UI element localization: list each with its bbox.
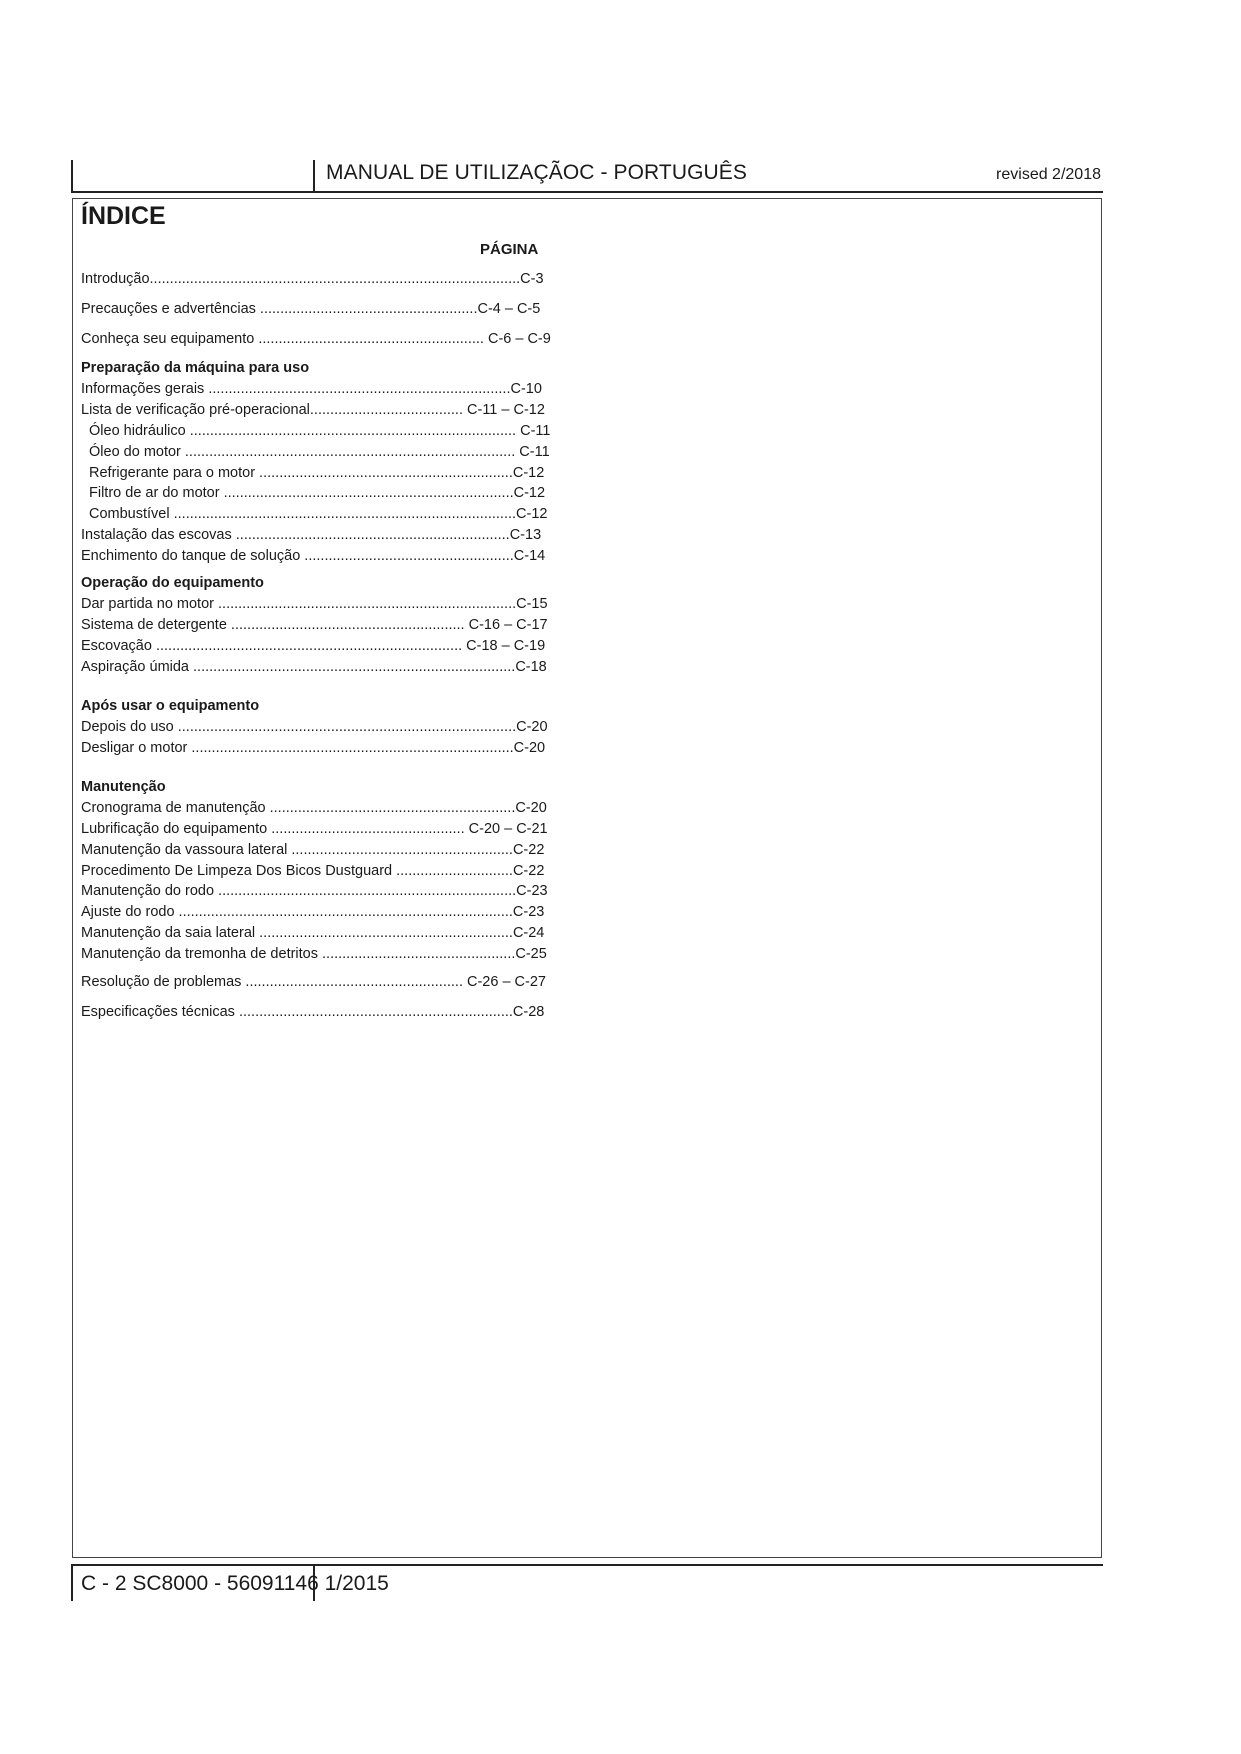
toc-entry-precaucoes[interactable]: Precauções e advertências ......................................................C-4 – C-5 <box>81 301 541 317</box>
toc-subentry[interactable]: Combustível .....................................................................................C-12 <box>89 506 548 522</box>
toc-entry[interactable]: Manutenção da tremonha de detritos ................................................C-25 <box>81 946 547 962</box>
toc-entry[interactable]: Enchimento do tanque de solução ....................................................C-14 <box>81 548 546 564</box>
toc-subentry[interactable]: Refrigerante para o motor ...............................................................C-12 <box>89 465 545 481</box>
toc-entry[interactable]: Escovação ............................................................................ C-18 – C-19 <box>81 638 546 654</box>
toc-entry[interactable]: Ajuste do rodo ...................................................................................C-23 <box>81 904 545 920</box>
header-rule <box>71 191 1103 193</box>
toc-entry-especificacoes[interactable]: Especificações técnicas ....................................................................C-28 <box>81 1004 545 1020</box>
toc-entry[interactable]: Depois do uso ....................................................................................C-20 <box>81 719 548 735</box>
toc-entry[interactable]: Sistema de detergente .......................................................... C-16 – C-17 <box>81 617 548 633</box>
toc-entry[interactable]: Cronograma de manutenção .............................................................C-20 <box>81 800 547 816</box>
section-heading-operacao: Operação do equipamento <box>81 575 264 591</box>
toc-entry-resolucao[interactable]: Resolução de problemas ...................................................... C-26 – C-27 <box>81 974 546 990</box>
header-divider <box>313 160 315 192</box>
toc-entry[interactable]: Dar partida no motor ..........................................................................C-15 <box>81 596 548 612</box>
footer-rule <box>71 1564 1103 1566</box>
toc-subentry[interactable]: Filtro de ar do motor ........................................................................C-12 <box>89 485 546 501</box>
page-title: ÍNDICE <box>81 202 166 230</box>
toc-entry[interactable]: Manutenção da saia lateral ...............................................................C-24 <box>81 925 545 941</box>
toc-entry[interactable]: Lista de verificação pré-operacional...................................... C-11 – C-12 <box>81 402 545 418</box>
header-left-rule <box>71 160 73 192</box>
toc-entry[interactable]: Manutenção da vassoura lateral .......................................................C-22 <box>81 842 545 858</box>
page-column-header: PÁGINA <box>480 241 539 258</box>
toc-entry[interactable]: Aspiração úmida ................................................................................C-18 <box>81 659 547 675</box>
revision-date: revised 2/2018 <box>996 166 1101 183</box>
toc-subentry[interactable]: Óleo do motor .................................................................................. C-11 <box>89 444 550 460</box>
toc-entry[interactable]: Procedimento De Limpeza Dos Bicos Dustguard .............................C-22 <box>81 863 545 879</box>
toc-entry[interactable]: Manutenção do rodo ..........................................................................C-23 <box>81 883 548 899</box>
toc-entry[interactable]: Desligar o motor ................................................................................C-20 <box>81 740 546 756</box>
section-heading-apos: Após usar o equipamento <box>81 698 260 714</box>
section-heading-preparacao: Preparação da máquina para uso <box>81 360 310 376</box>
manual-title: MANUAL DE UTILIZAÇÃOC - PORTUGUÊS <box>326 161 748 184</box>
page-footer: C - 2 SC8000 - 56091146 1/2015 <box>81 1572 389 1595</box>
toc-entry[interactable]: Informações gerais ...........................................................................C-10 <box>81 381 542 397</box>
footer-left-rule <box>71 1564 73 1601</box>
toc-entry-introducao[interactable]: Introdução............................................................................................C-3 <box>81 271 544 287</box>
toc-subentry[interactable]: Óleo hidráulico ................................................................................. C-11 <box>89 423 551 439</box>
toc-entry[interactable]: Lubrificação do equipamento ................................................ C-20 – C-21 <box>81 821 548 837</box>
toc-entry-conheca[interactable]: Conheça seu equipamento ........................................................ C-6 – C-9 <box>81 331 551 347</box>
section-heading-manutencao: Manutenção <box>81 779 166 795</box>
toc-entry[interactable]: Instalação das escovas ....................................................................C-13 <box>81 527 542 543</box>
